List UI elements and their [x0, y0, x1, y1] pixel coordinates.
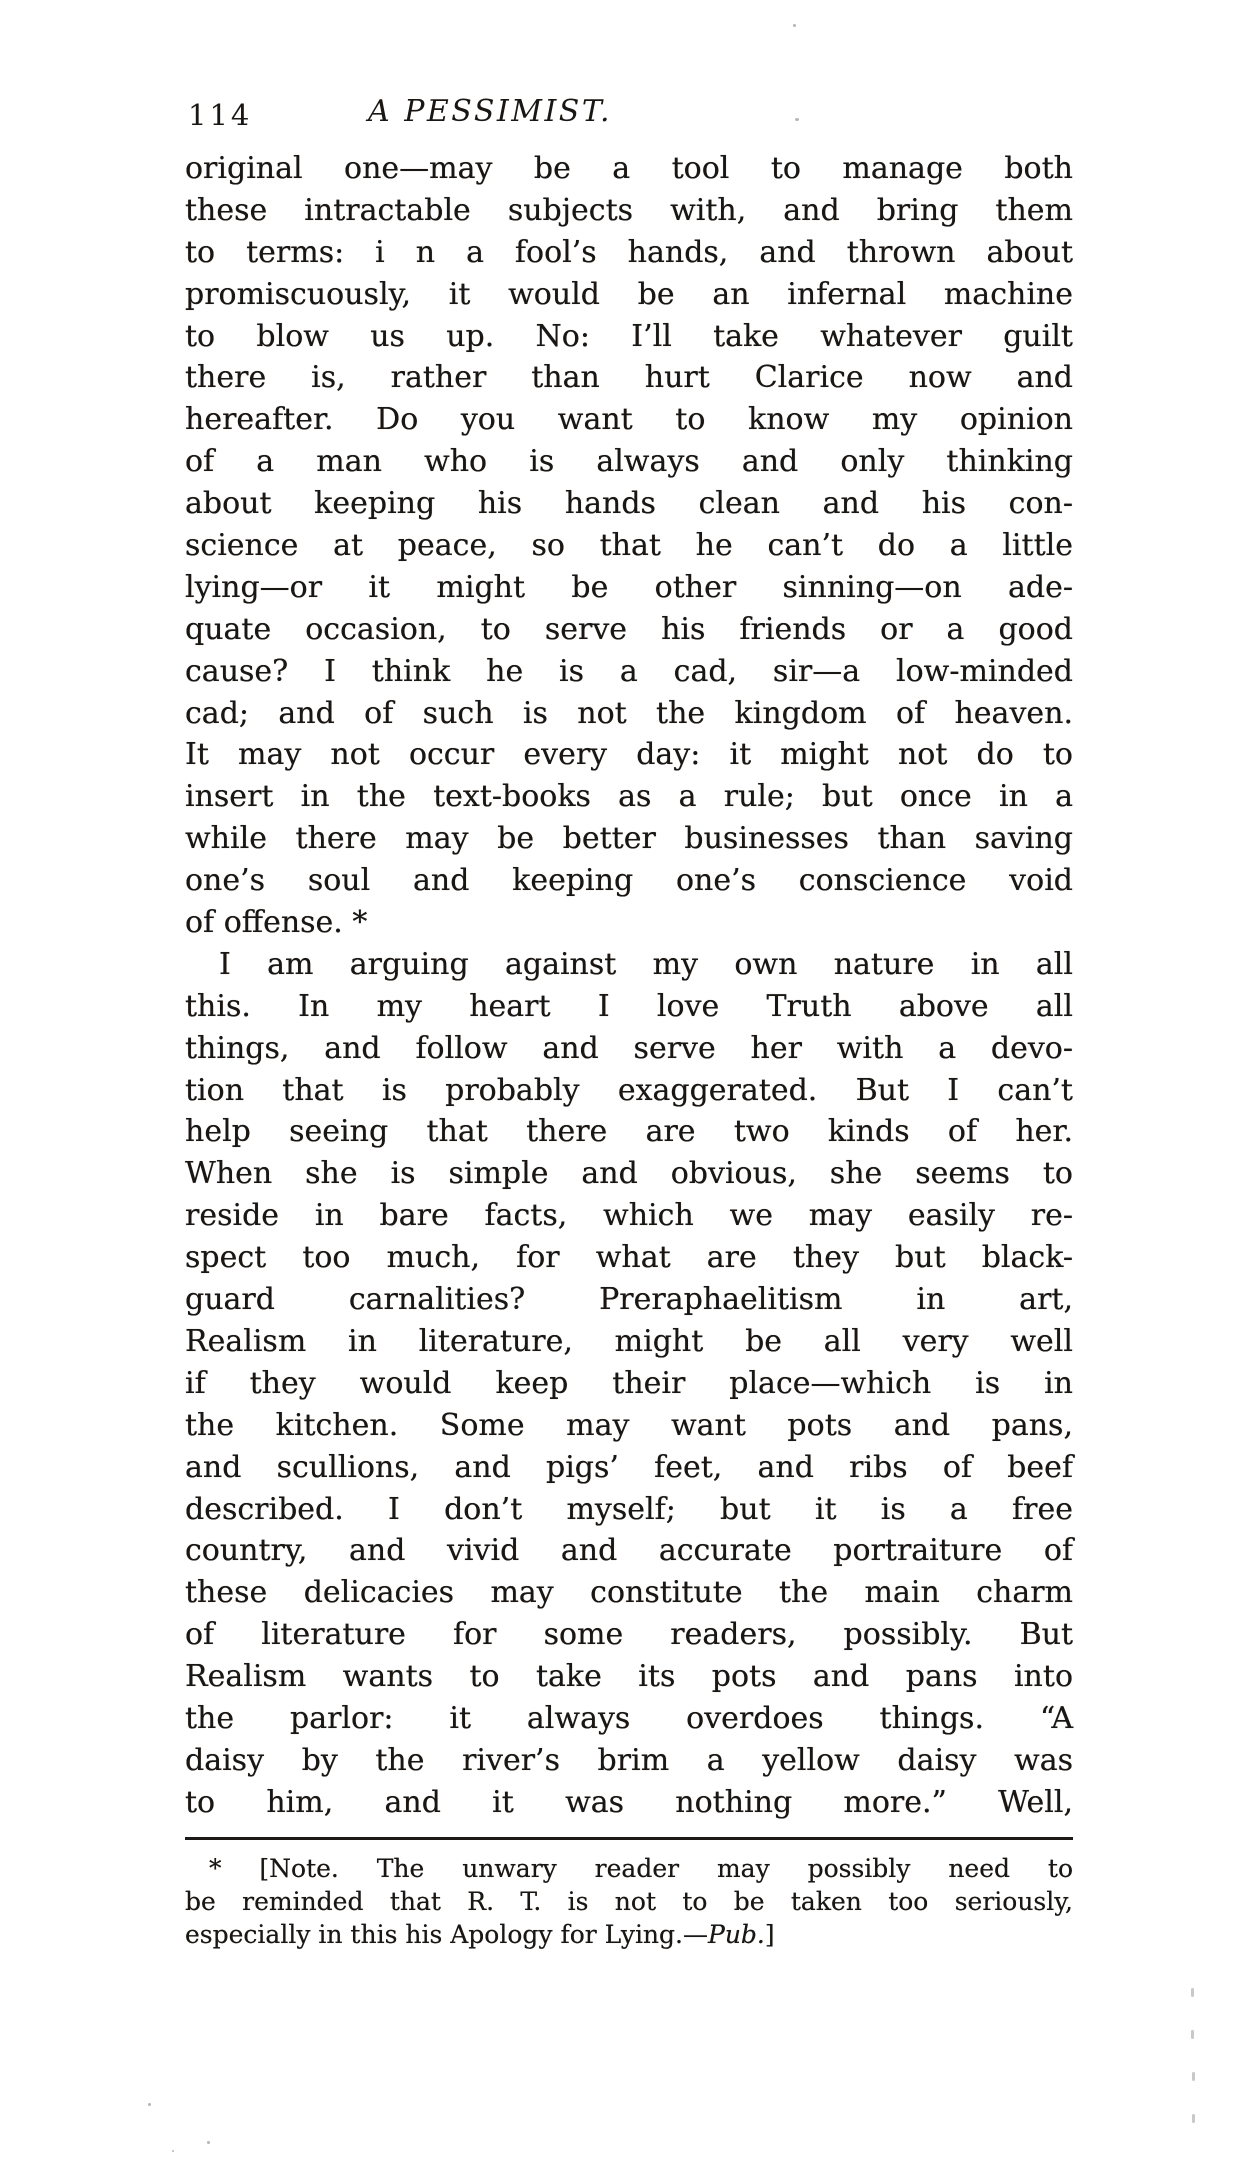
footnote-publisher-credit: Pub.	[708, 1920, 765, 1949]
footnote-rule	[185, 1837, 1073, 1840]
scan-mark	[1192, 2072, 1195, 2081]
text-line: to him, and it was nothing more.” Well,	[185, 1784, 1073, 1820]
text-line: described. I don’t myself; but it is a free	[185, 1491, 1073, 1527]
text-line: help seeing that there are two kinds of her.	[185, 1114, 1073, 1150]
scan-speck	[148, 2103, 151, 2106]
text-line: about keeping his hands clean and his con-	[185, 486, 1073, 522]
text-line: hereafter. Do you want to know my opinion	[185, 402, 1073, 438]
footnote-line: * [Note. The unwary reader may possibly need to	[209, 1854, 1073, 1883]
text-line: It may not occur every day: it might not do to	[185, 737, 1073, 773]
text-line: this. In my heart I love Truth above all	[185, 988, 1073, 1024]
scan-speck	[207, 2141, 210, 2144]
text-line: science at peace, so that he can’t do a little	[185, 528, 1073, 564]
scan-speck	[793, 24, 796, 27]
text-line: daisy by the river’s brim a yellow daisy was	[185, 1742, 1073, 1778]
scan-mark	[1191, 2030, 1194, 2039]
text-line: there is, rather than hurt Clarice now and	[185, 360, 1073, 396]
page-number: 114	[188, 98, 253, 132]
text-line: if they would keep their place—which is in	[185, 1365, 1073, 1401]
text-line: Realism wants to take its pots and pans into	[185, 1659, 1073, 1695]
footnote-text: especially in this his Apology for Lying.—	[185, 1920, 708, 1949]
text-line: When she is simple and obvious, she seems to	[185, 1156, 1073, 1192]
text-line: while there may be better businesses than saving	[185, 821, 1073, 857]
text-line: cause? I think he is a cad, sir—a low-minded	[185, 653, 1073, 689]
text-line: to blow us up. No: I’ll take whatever guilt	[185, 318, 1073, 354]
running-title: A PESSIMIST.	[368, 94, 612, 129]
text-line: Realism in literature, might be all very well	[185, 1323, 1073, 1359]
text-line: the kitchen. Some may want pots and pans,	[185, 1407, 1073, 1443]
text-line: these delicacies may constitute the main charm	[185, 1575, 1073, 1611]
text-line: of literature for some readers, possibly. But	[185, 1617, 1073, 1653]
text-line: to terms: i n a fool’s hands, and thrown about	[185, 234, 1073, 270]
footnote	[185, 1852, 1073, 1951]
footnote-text: ]	[764, 1920, 775, 1949]
text-line: of offense. *	[185, 905, 368, 941]
text-line: insert in the text-books as a rule; but once in a	[185, 779, 1073, 815]
text-line: and scullions, and pigs’ feet, and ribs of beef	[185, 1449, 1073, 1485]
text-line: cad; and of such is not the kingdom of heaven.	[185, 695, 1073, 731]
text-line: lying—or it might be other sinning—on ade-	[185, 569, 1073, 605]
text-line: I am arguing against my own nature in all	[219, 946, 1073, 982]
text-line: spect too much, for what are they but black-	[185, 1240, 1073, 1276]
scan-mark	[1192, 2114, 1195, 2123]
text-line: things, and follow and serve her with a devo-	[185, 1030, 1073, 1066]
footnote-line: be reminded that R. T. is not to be taken too seriously,	[185, 1887, 1073, 1916]
text-line: reside in bare facts, which we may easily re-	[185, 1198, 1073, 1234]
text-line: original one—may be a tool to manage both	[185, 151, 1073, 186]
text-line: the parlor: it always overdoes things. “A	[185, 1700, 1073, 1736]
text-line: these intractable subjects with, and bring them	[185, 192, 1073, 228]
text-line: tion that is probably exaggerated. But I can’t	[185, 1072, 1073, 1108]
scan-mark	[1191, 1988, 1194, 1997]
text-line: guard carnalities? Preraphaelitism in art,	[185, 1282, 1073, 1318]
running-head	[185, 94, 1073, 138]
text-line: of a man who is always and only thinking	[185, 444, 1073, 480]
text-line: one’s soul and keeping one’s conscience void	[185, 863, 1073, 899]
scan-speck	[795, 118, 799, 121]
footnote-line	[185, 1918, 1073, 1951]
text-line: country, and vivid and accurate portraiture of	[185, 1533, 1073, 1569]
scan-speck	[172, 2150, 174, 2152]
text-line: quate occasion, to serve his friends or a good	[185, 611, 1073, 647]
text-line: promiscuously, it would be an infernal machine	[185, 276, 1073, 312]
body-text	[185, 148, 1073, 1824]
